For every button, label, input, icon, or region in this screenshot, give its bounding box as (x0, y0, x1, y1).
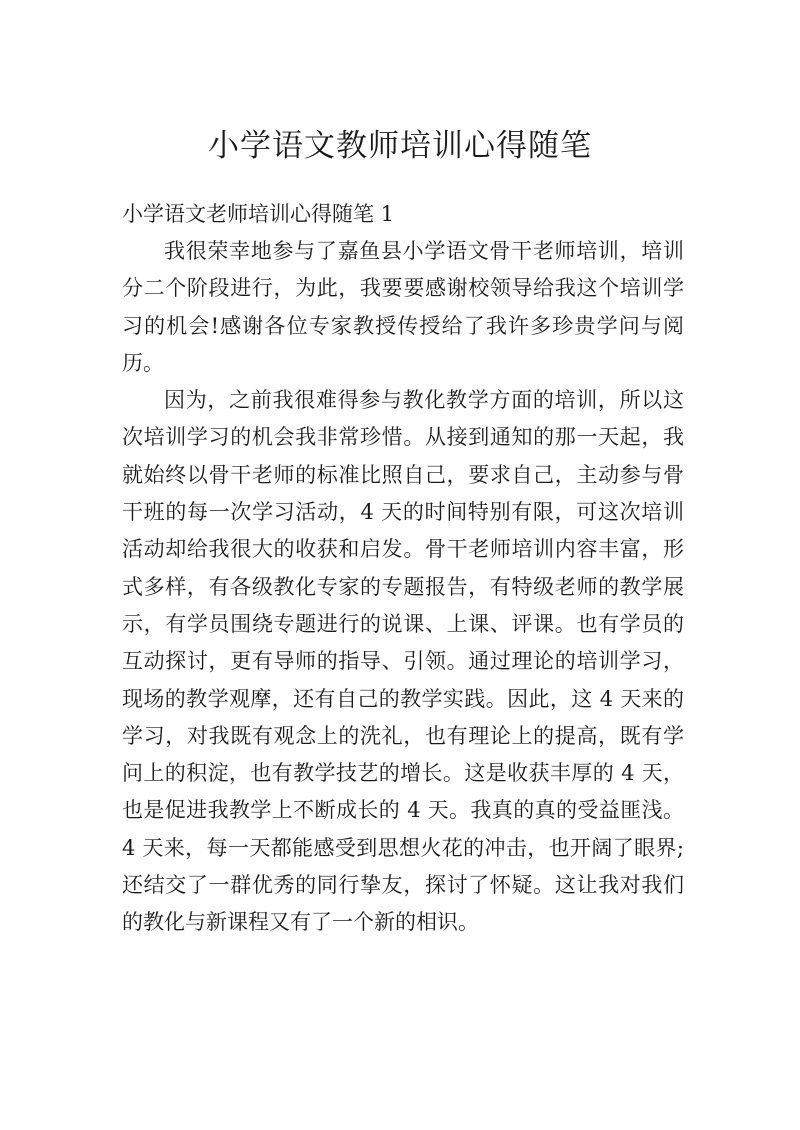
section-heading: 小学语文老师培训心得随笔 1 (122, 202, 395, 226)
paragraph: 因为，之前我很难得参与教化教学方面的培训，所以这次培训学习的机会我非常珍惜。从接到通知的那一天起，我就始终以骨干老师的标准比照自己，要求自己，主动参与骨干班的每一次学习活动，4 天的时间特别有限，可这次培训活动却给我很大的收获和启发。骨干老师培训内容丰富，形式多样，有各级教化专家的专题报告，有特级老师的教学展示，有学员围绕专题进行的说课、上课、评课。也有学员的互动探讨，更有导师的指导、引领。通过理论的培训学习，现场的教学观摩，还有自己的教学实践。因此，这 4 天来的学习，对我既有观念上的洗礼，也有理论上的提高，既有学问上的积淀，也有教学技艺的增长。这是收获丰厚的 4 天，也是促进我教学上不断成长的 4 天。我真的真的受益匪浅。4 天来，每一天都能感受到思想火花的冲击，也开阔了眼界;还结交了一群优秀的同行挚友，探讨了怀疑。这让我对我们的教化与新课程又有了一个新的相识。 (122, 388, 684, 935)
document-title: 小学语文教师培训心得随笔 (208, 128, 592, 164)
body-text (122, 233, 684, 942)
paragraph: 我很荣幸地参与了嘉鱼县小学语文骨干老师培训，培训分二个阶段进行，为此，我要要感谢校领导给我这个培训学习的机会!感谢各位专家教授传授给了我许多珍贵学问与阅历。 (122, 239, 684, 375)
